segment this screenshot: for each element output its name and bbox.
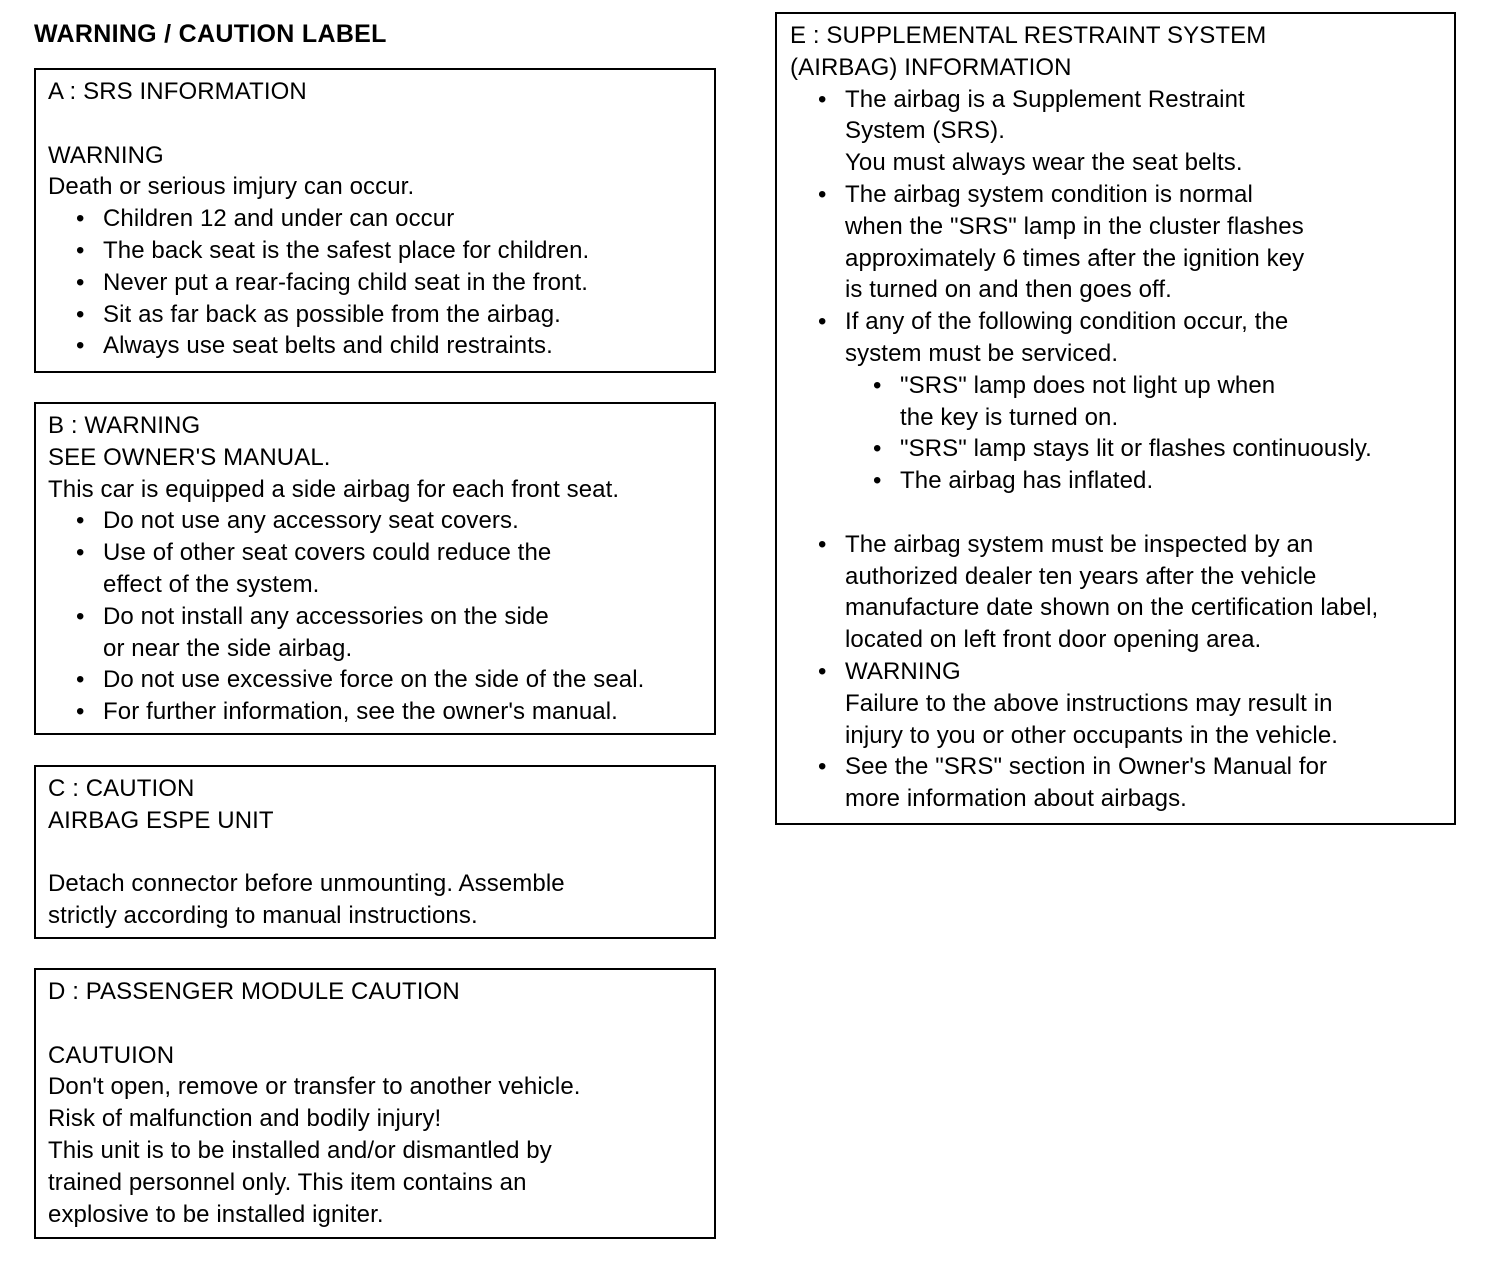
spacer xyxy=(790,497,1442,529)
list-item-text: "SRS" lamp does not light up when xyxy=(900,371,1276,399)
sub-list-item xyxy=(845,465,1442,497)
list-item-text: System (SRS). xyxy=(845,117,1005,145)
label-d-body-line: This unit is to be installed and/or dismantled by xyxy=(48,1136,552,1164)
label-c-heading: C : CAUTION xyxy=(48,775,195,802)
label-a-heading: A : SRS INFORMATION xyxy=(48,78,307,105)
list-item-text: You must always wear the seat belts. xyxy=(845,149,1243,177)
label-d-body-line: Risk of malfunction and bodily injury! xyxy=(48,1105,442,1133)
list-item-text: Always use seat belts and child restraints. xyxy=(103,332,553,360)
list-item xyxy=(48,235,702,267)
list-item xyxy=(790,179,1442,306)
list-item xyxy=(48,299,702,331)
list-item-text: manufacture date shown on the certification label, xyxy=(845,594,1379,622)
label-c-caution xyxy=(34,765,716,939)
list-item-text: located on left front door opening area. xyxy=(845,626,1262,654)
list-item xyxy=(790,656,1442,751)
list-item-text: For further information, see the owner's manual. xyxy=(103,698,618,726)
bullet-icon: • xyxy=(818,657,827,685)
list-item-text: "SRS" lamp stays lit or flashes continuously. xyxy=(900,435,1372,463)
label-e-heading: E : SUPPLEMENTAL RESTRAINT SYSTEM xyxy=(790,22,1267,49)
label-a-intro: Death or serious imjury can occur. xyxy=(48,173,415,201)
bullet-icon: • xyxy=(76,268,85,296)
list-item-text: or near the side airbag. xyxy=(103,634,353,662)
bullet-icon: • xyxy=(873,467,882,495)
list-item-text: If any of the following condition occur, the xyxy=(845,308,1289,336)
label-b-bullet-list xyxy=(48,505,702,728)
list-item xyxy=(48,537,702,601)
bullet-icon: • xyxy=(76,539,85,567)
label-b-warning xyxy=(34,402,716,735)
list-item-text: Sit as far back as possible from the airbag. xyxy=(103,300,561,328)
label-a-bullet-list xyxy=(48,203,702,362)
label-d-subheading: CAUTUION xyxy=(48,1041,175,1069)
spacer xyxy=(48,1008,702,1040)
bullet-icon: • xyxy=(818,530,827,558)
list-item-text: Children 12 and under can occur xyxy=(103,205,455,233)
bullet-icon: • xyxy=(76,602,85,630)
label-d-body-line: explosive to be installed igniter. xyxy=(48,1200,384,1228)
label-d-body-line: trained personnel only. This item contains an xyxy=(48,1168,527,1196)
list-item xyxy=(790,84,1442,179)
list-item xyxy=(790,529,1442,656)
list-item-text: The airbag is a Supplement Restraint xyxy=(845,85,1245,113)
bullet-icon: • xyxy=(76,666,85,694)
list-item-text: system must be serviced. xyxy=(845,339,1119,367)
list-item-text: injury to you or other occupants in the vehicle. xyxy=(845,721,1339,749)
label-b-subheading: SEE OWNER'S MANUAL. xyxy=(48,443,331,471)
label-d-body-line: Don't open, remove or transfer to another vehicle. xyxy=(48,1073,581,1101)
list-item xyxy=(48,696,702,728)
bullet-icon: • xyxy=(76,300,85,328)
bullet-icon: • xyxy=(818,85,827,113)
list-item-text: Failure to the above instructions may result in xyxy=(845,689,1333,717)
list-item xyxy=(790,306,1442,497)
bullet-icon: • xyxy=(818,180,827,208)
bullet-icon: • xyxy=(873,371,882,399)
label-e-srs-airbag-information xyxy=(775,12,1456,825)
list-item-text: effect of the system. xyxy=(103,570,320,598)
label-b-heading: B : WARNING xyxy=(48,412,201,439)
label-e-bullet-list-continued xyxy=(790,529,1442,815)
bullet-icon: • xyxy=(76,236,85,264)
list-item-text: WARNING xyxy=(845,657,961,685)
list-item xyxy=(48,664,702,696)
sub-list-item xyxy=(845,370,1442,434)
label-c-subheading: AIRBAG ESPE UNIT xyxy=(48,806,274,834)
label-d-passenger-module-caution xyxy=(34,968,716,1239)
list-item xyxy=(48,267,702,299)
list-item-text: more information about airbags. xyxy=(845,785,1187,813)
list-item-text: The back seat is the safest place for children. xyxy=(103,236,590,264)
list-item-text: when the "SRS" lamp in the cluster flashes xyxy=(845,212,1304,240)
list-item xyxy=(48,505,702,537)
label-c-body-line: Detach connector before unmounting. Assemble xyxy=(48,870,565,898)
list-item-text: The airbag has inflated. xyxy=(900,467,1154,495)
list-item-text: is turned on and then goes off. xyxy=(845,276,1172,304)
list-item xyxy=(790,751,1442,815)
spacer xyxy=(48,108,702,140)
bullet-icon: • xyxy=(76,332,85,360)
label-c-body-line: strictly according to manual instructions. xyxy=(48,902,478,930)
list-item xyxy=(48,601,702,665)
list-item-text: approximately 6 times after the ignition key xyxy=(845,244,1305,272)
bullet-icon: • xyxy=(76,205,85,233)
bullet-icon: • xyxy=(818,308,827,336)
sub-list-item xyxy=(845,433,1442,465)
list-item-text: Use of other seat covers could reduce the xyxy=(103,539,552,567)
label-a-subheading: WARNING xyxy=(48,141,164,169)
list-item-text: The airbag system condition is normal xyxy=(845,180,1253,208)
list-item-text: authorized dealer ten years after the vehicle xyxy=(845,562,1317,590)
list-item-text: The airbag system must be inspected by an xyxy=(845,530,1314,558)
page-title: WARNING / CAUTION LABEL xyxy=(34,20,387,48)
list-item xyxy=(48,330,702,362)
label-e-bullet-list xyxy=(790,84,1442,497)
label-e-sub-bullet-list xyxy=(845,370,1442,497)
label-b-intro: This car is equipped a side airbag for each front seat. xyxy=(48,475,620,503)
label-d-heading: D : PASSENGER MODULE CAUTION xyxy=(48,978,460,1005)
list-item-text: Do not install any accessories on the side xyxy=(103,602,549,630)
bullet-icon: • xyxy=(76,507,85,535)
list-item-text: Do not use any accessory seat covers. xyxy=(103,507,519,535)
bullet-icon: • xyxy=(873,435,882,463)
bullet-icon: • xyxy=(76,698,85,726)
list-item-text: the key is turned on. xyxy=(900,403,1119,431)
list-item-text: Never put a rear-facing child seat in the front. xyxy=(103,268,589,296)
list-item xyxy=(48,203,702,235)
list-item-text: See the "SRS" section in Owner's Manual for xyxy=(845,753,1328,781)
label-e-heading: (AIRBAG) INFORMATION xyxy=(790,53,1072,81)
list-item-text: Do not use excessive force on the side of the seal. xyxy=(103,666,645,694)
spacer xyxy=(48,837,702,869)
bullet-icon: • xyxy=(818,753,827,781)
label-a-srs-information xyxy=(34,68,716,373)
